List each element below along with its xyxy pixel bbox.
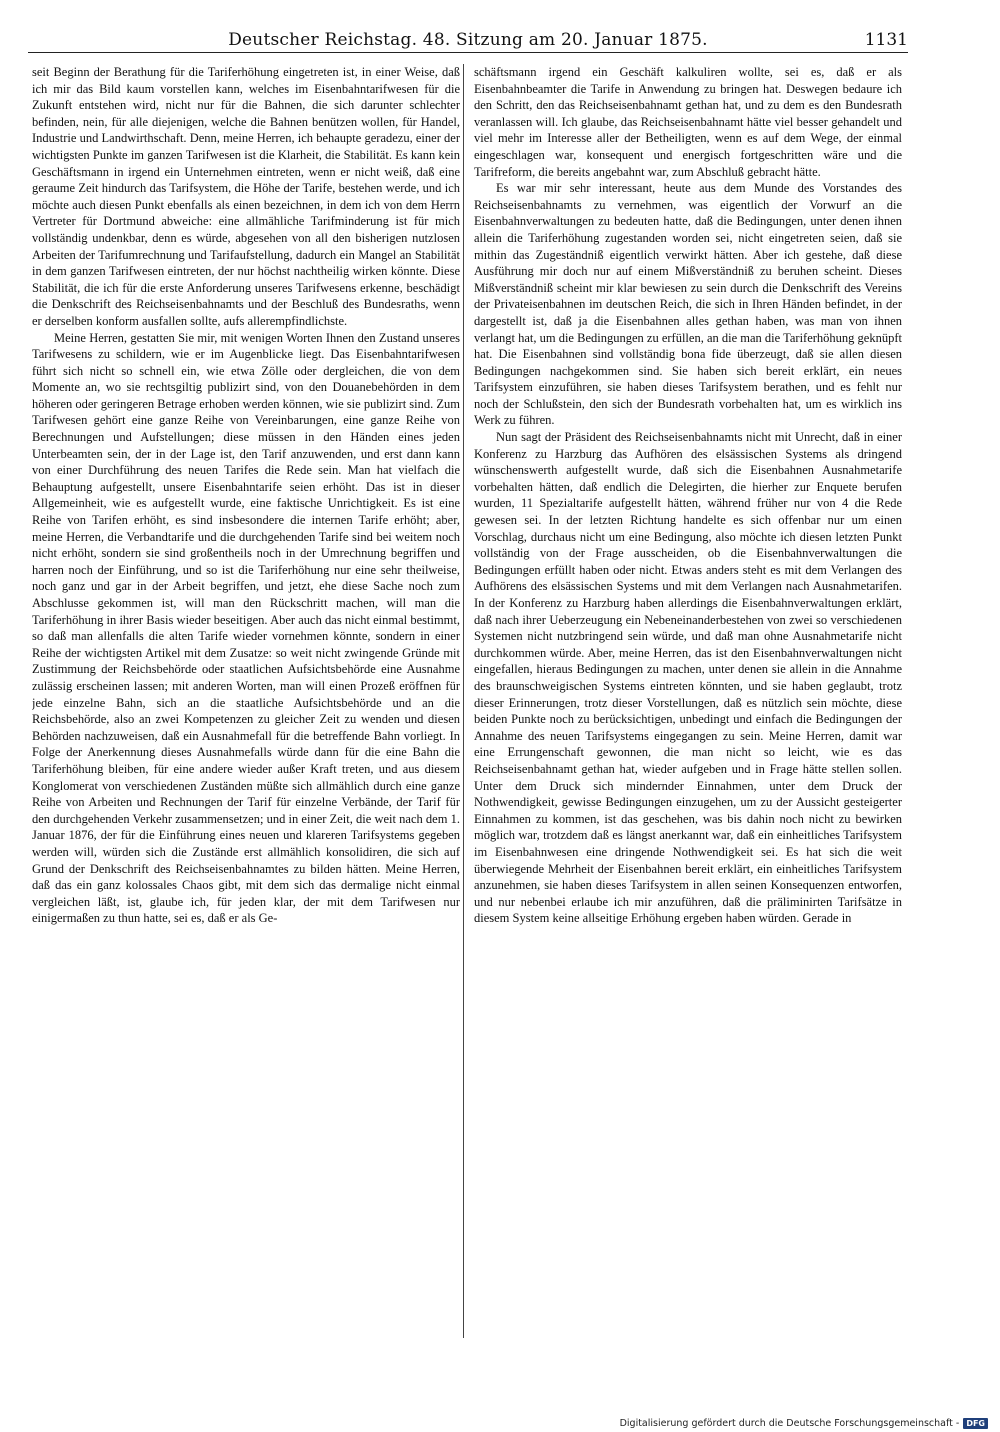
page-header xyxy=(28,26,908,53)
dfg-logo: DFG xyxy=(963,1418,988,1429)
running-title: Deutscher Reichstag. 48. Sitzung am 20. Januar 1875. xyxy=(228,30,708,50)
paragraph: seit Beginn der Berathung für die Tariferhöhung eingetreten ist, in einer Weise, daß ich mir das Bild kaum vorstellen kann, welches im Eisenbahntarifwesen für die Zukunft entstehen wird, nicht nur für die Bahnen, die sich darunter schlechter befinden, nein, für alle diejenigen, welche die Bahnen benützen wollen, für Handel, Industrie und Landwirthschaft. Denn, meine Herren, ich behaupte geradezu, einer der wichtigsten Punkte im ganzen Tarifwesen ist die Klarheit, die Stabilität. Es kann kein Geschäftsmann in irgend ein Unternehmen eintreten, wenn er nicht weiß, daß eine geraume Zeit hindurch das Tarifsystem, die Höhe der Tarife, bestehen werde, und ich möchte auch diesen Punkt ebenfalls als einen bezeichnen, in dem ich von dem Herrn Vertreter für Dortmund abweiche: eine allmähliche Tarifminderung ist für mich vollständig undenkbar, denn es würde, abgesehen von all den bisherigen nutzlosen Arbeiten der Tarifumrechnung und Tarifaufstellung, dadurch ein Mangel an Stabilität in dem ganzen Tarifwesen eintreten, der nur höchst nachtheilig wirken könnte. Diese Stabilität, die ich für die erste Anforderung unseres Tarifwesens erkenne, beschädigt die Denkschrift des Reichseisenbahnamts und der Beschluß des Bundesraths, wenn er derselben konform ausfallen sollte, aufs allerempfindlichste. xyxy=(32,65,460,328)
page-number: 1131 xyxy=(864,30,908,50)
footer xyxy=(620,1418,988,1429)
left-column xyxy=(32,64,460,1314)
right-column xyxy=(474,64,902,1314)
paragraph: schäftsmann irgend ein Geschäft kalkuliren wollte, sei es, daß er als Eisenbahnbeamter die Tarife in Anwendung zu bringen hat. Deswegen bedaure ich den Schritt, den das Reichseisenbahnamt gethan hat, und zu dem es den Bundesrath veranlassen will. Ich glaube, das Reichseisenbahnamt hätte viel besser gehandelt und viel mehr im Interesse aller der Betheiligten, wenn es auf dem Wege, der einmal eingeschlagen war, konsequent und energisch fortgeschritten wäre und die Tarifreform, die bereits angebahnt war, zum Abschluß gebracht hätte. xyxy=(474,65,902,179)
paragraph: Nun sagt der Präsident des Reichseisenbahnamts nicht mit Unrecht, daß in einer Konferenz zu Harzburg das Aufhören des elsässischen Systems als dringend wünschenswerth aufgestellt wurde, daß sich die Eisenbahnen Ausnahmetarife vorbehalten hätten, daß endlich die Delegirten, die hierher zur Enquete berufen wurden, 11 Spezialtarife aufgestellt hätten, während früher nur von 4 die Rede gewesen sei. In der letzten Richtung handelte es sich offenbar nur um einen Vorschlag, durchaus nicht um eine Bedingung, also möchte ich diesen letzten Punkt vollständig von der Frage ausscheiden, ob die Eisenbahnverwaltungen die Bedingungen erfüllt haben oder nicht. Etwas anders steht es mit dem Verlangen des Aufhörens des elsässischen Systems und mit dem Verlangen nach Ausnahmetarifen. In der Konferenz zu Harzburg haben allerdings die Eisenbahnverwaltungen erklärt, daß nach ihrer Ueberzeugung ein Nebeneinanderbestehen von zwei so verschiedenen Systemen nicht nutzbringend sein würde, und daß man ohne Ausnahmetarife nicht durchkommen würde. Aber, meine Herren, das ist den Eisenbahnverwaltungen nicht eingefallen, hieraus Bedingungen zu machen, unter denen sie allein in die Annahme des braunschweigischen Systems eintreten könnten, und sie haben geglaubt, trotz dieser Erinnerungen, trotz dieser Vorstellungen, daß es nützlich sein möchte, diese beiden Punkte noch zu berücksichtigen, unbedingt und einfach die Bedingungen der Annahme des neuen Tarifsystems eingegangen zu sein. Meine Herren, damit war eine Errungenschaft gewonnen, die man nicht so leicht, wie es das Reichseisenbahnamt gethan hat, wieder aufgeben und in Frage hätte stellen sollen. Unter dem Druck sich mindernder Einnahmen, unter dem Druck der Nothwendigkeit, gewisse Bedingungen einzugehen, um zu der Aussicht gesteigerter Einnahmen zu kommen, ist das geschehen, was bis dahin noch nicht zu bewirken möglich war, trotzdem daß es längst anerkannt war, daß ein einheitliches Tarifsystem im Eisenbahnwesen eine dringende Nothwendigkeit sei. Es hat sich die weit überwiegende Mehrheit der Eisenbahnen bereit erklärt, ein einheitliches Tarifsystem anzunehmen, sie haben dieses Tarifsystem in allen seinen Konsequenzen entworfen, und nur nebenbei erlaube ich mir anzuführen, daß die präliminirten Tarifsätze in diesem System keine allseitige Erhöhung ergeben haben würden. Gerade in xyxy=(474,430,902,926)
paragraph: Meine Herren, gestatten Sie mir, mit wenigen Worten Ihnen den Zustand unseres Tarifwesens zu schildern, wie er im Augenblicke liegt. Das Eisenbahntarifwesen führt sich nicht so schnell ein, wie etwa Zölle oder dergleichen, die von dem Momente an, wo sie rechtsgiltig publizirt sind, von den Douanebehörden in dem höheren oder geringeren Betrage erhoben werden können, wie sie publizirt sind. Zum Tarifwesen gehört eine ganze Reihe von Vereinbarungen, eine ganze Reihe von Berechnungen und Aufstellungen; diese müssen in den Händen eines jeden Unterbeamten sein, der in der Lage ist, den Tarif anzuwenden, und erst dann kann von einer Durchführung des neuen Tarifes die Rede sein. Man hat vielfach die Behauptung aufgestellt, unsere Eisenbahntarife seien erhöht. Das ist in dieser Allgemeinheit, wie es aufgestellt wurde, eine faktische Unrichtigkeit. Es ist eine Reihe von Tarifen erhöht, es sind insbesondere die internen Tarife erhöht; aber, meine Herren, die Verbandtarife und die durchgehenden Tarife sind bei weitem noch nicht erhöht, sondern sie sind großentheils noch in der Umrechnung begriffen und harren noch der Einführung, und so ist die Tariferhöhung nur eine sehr theilweise, noch ganz und gar in der Arbeit begriffen, und jetzt, ehe diese Sache noch zum Abschlusse gekommen ist, will man den Rückschritt machen, will man die Tariferhöhung in ihrer Basis wieder beseitigen. Aber auch das nicht einmal bestimmt, so daß man allenfalls die alten Tarife wieder vornehmen könnte, sondern in einer Reihe der wichtigsten Artikel mit dem Zusatze: so weit nicht zwingende Gründe mit Zustimmung der Reichsbehörde oder staatlichen Aufsichtsbehörde eine Ausnahme zulässig erscheinen lassen; mit anderen Worten, man will einen Prozeß eröffnen für jede einzelne Bahn, sich an die staatliche Aufsichtsbehörde und an die Reichsbehörde, also an zwei Kompetenzen zu gleicher Zeit zu wenden und diesen Behörden nachzuweisen, daß ein Ausnahmefall für die betreffende Bahn vorliegt. In Folge der Anerkennung dieses Ausnahmefalls würde dann für die eine Bahn die Tariferhöhung bleiben, für eine andere wieder außer Kraft treten, und aus diesem Konglomerat von verschiedenen Zuständen müßte sich allmählich durch eine ganze Reihe von Arbeiten und Rechnungen der Tarif für einzelne Verbände, der Tarif für den durchgehenden Verkehr zusammensetzen; und in einer Zeit, die weit nach dem 1. Januar 1876, der für die Einführung eines neuen und klareren Tarifsystems gegeben werden will, würden sich die Zustände erst allmählich konsolidiren, die sich auf Grund der Denkschrift des Reichseisenbahnamtes zu bilden hätten. Meine Herren, daß das ein ganz kolossales Chaos gibt, mit dem sich das dermalige nicht einmal vergleichen läßt, ist, glaube ich, für jeden klar, der mit dem Tarifwesen nur einigermaßen zu thun hatte, sei es, daß er als Ge- xyxy=(32,330,460,926)
footer-credit: Digitalisierung gefördert durch die Deutsche Forschungsgemeinschaft - xyxy=(619,1418,960,1429)
column-divider xyxy=(463,64,464,1338)
paragraph: Es war mir sehr interessant, heute aus dem Munde des Vorstandes des Reichseisenbahnamts zu vernehmen, was eigentlich der Vorwurf an die Eisenbahnverwaltungen zu bedeuten hatte, daß die Bedingungen, unter denen ihnen allein die Tariferhöhung zugestanden worden sei, nicht eingetreten seien, daß sie mithin das Zugeständniß eigentlich verwirkt hätten. Aber ich gestehe, daß diese Ausführung mir doch nur auf einem Mißverständniß zu beruhen scheint. Dieses Mißverständniß scheint mir klar bewiesen zu sein durch die Denkschrift des Vereins der Privateisenbahnen im deutschen Reich, die sich in Ihren Händen befindet, in der dargestellt ist, daß ja die Eisenbahnen alles gethan haben, was man von ihnen verlangt hat, um die Bedingungen zu erfüllen, an die man die Tariferhöhung geknüpft hat. Die Eisenbahnen sind vollständig bona fide überzeugt, daß sie allen diesen Bedingungen nachgekommen sind. Sie haben sich bereit erklärt, ein neues Tarifsystem einzuführen, sie haben dieses Tarifsystem berathen, und es fehlt nur noch der Schlußstein, den sich der Bundesrath vorbehalten hat, um es wirklich ins Werk zu führen. xyxy=(474,181,902,428)
